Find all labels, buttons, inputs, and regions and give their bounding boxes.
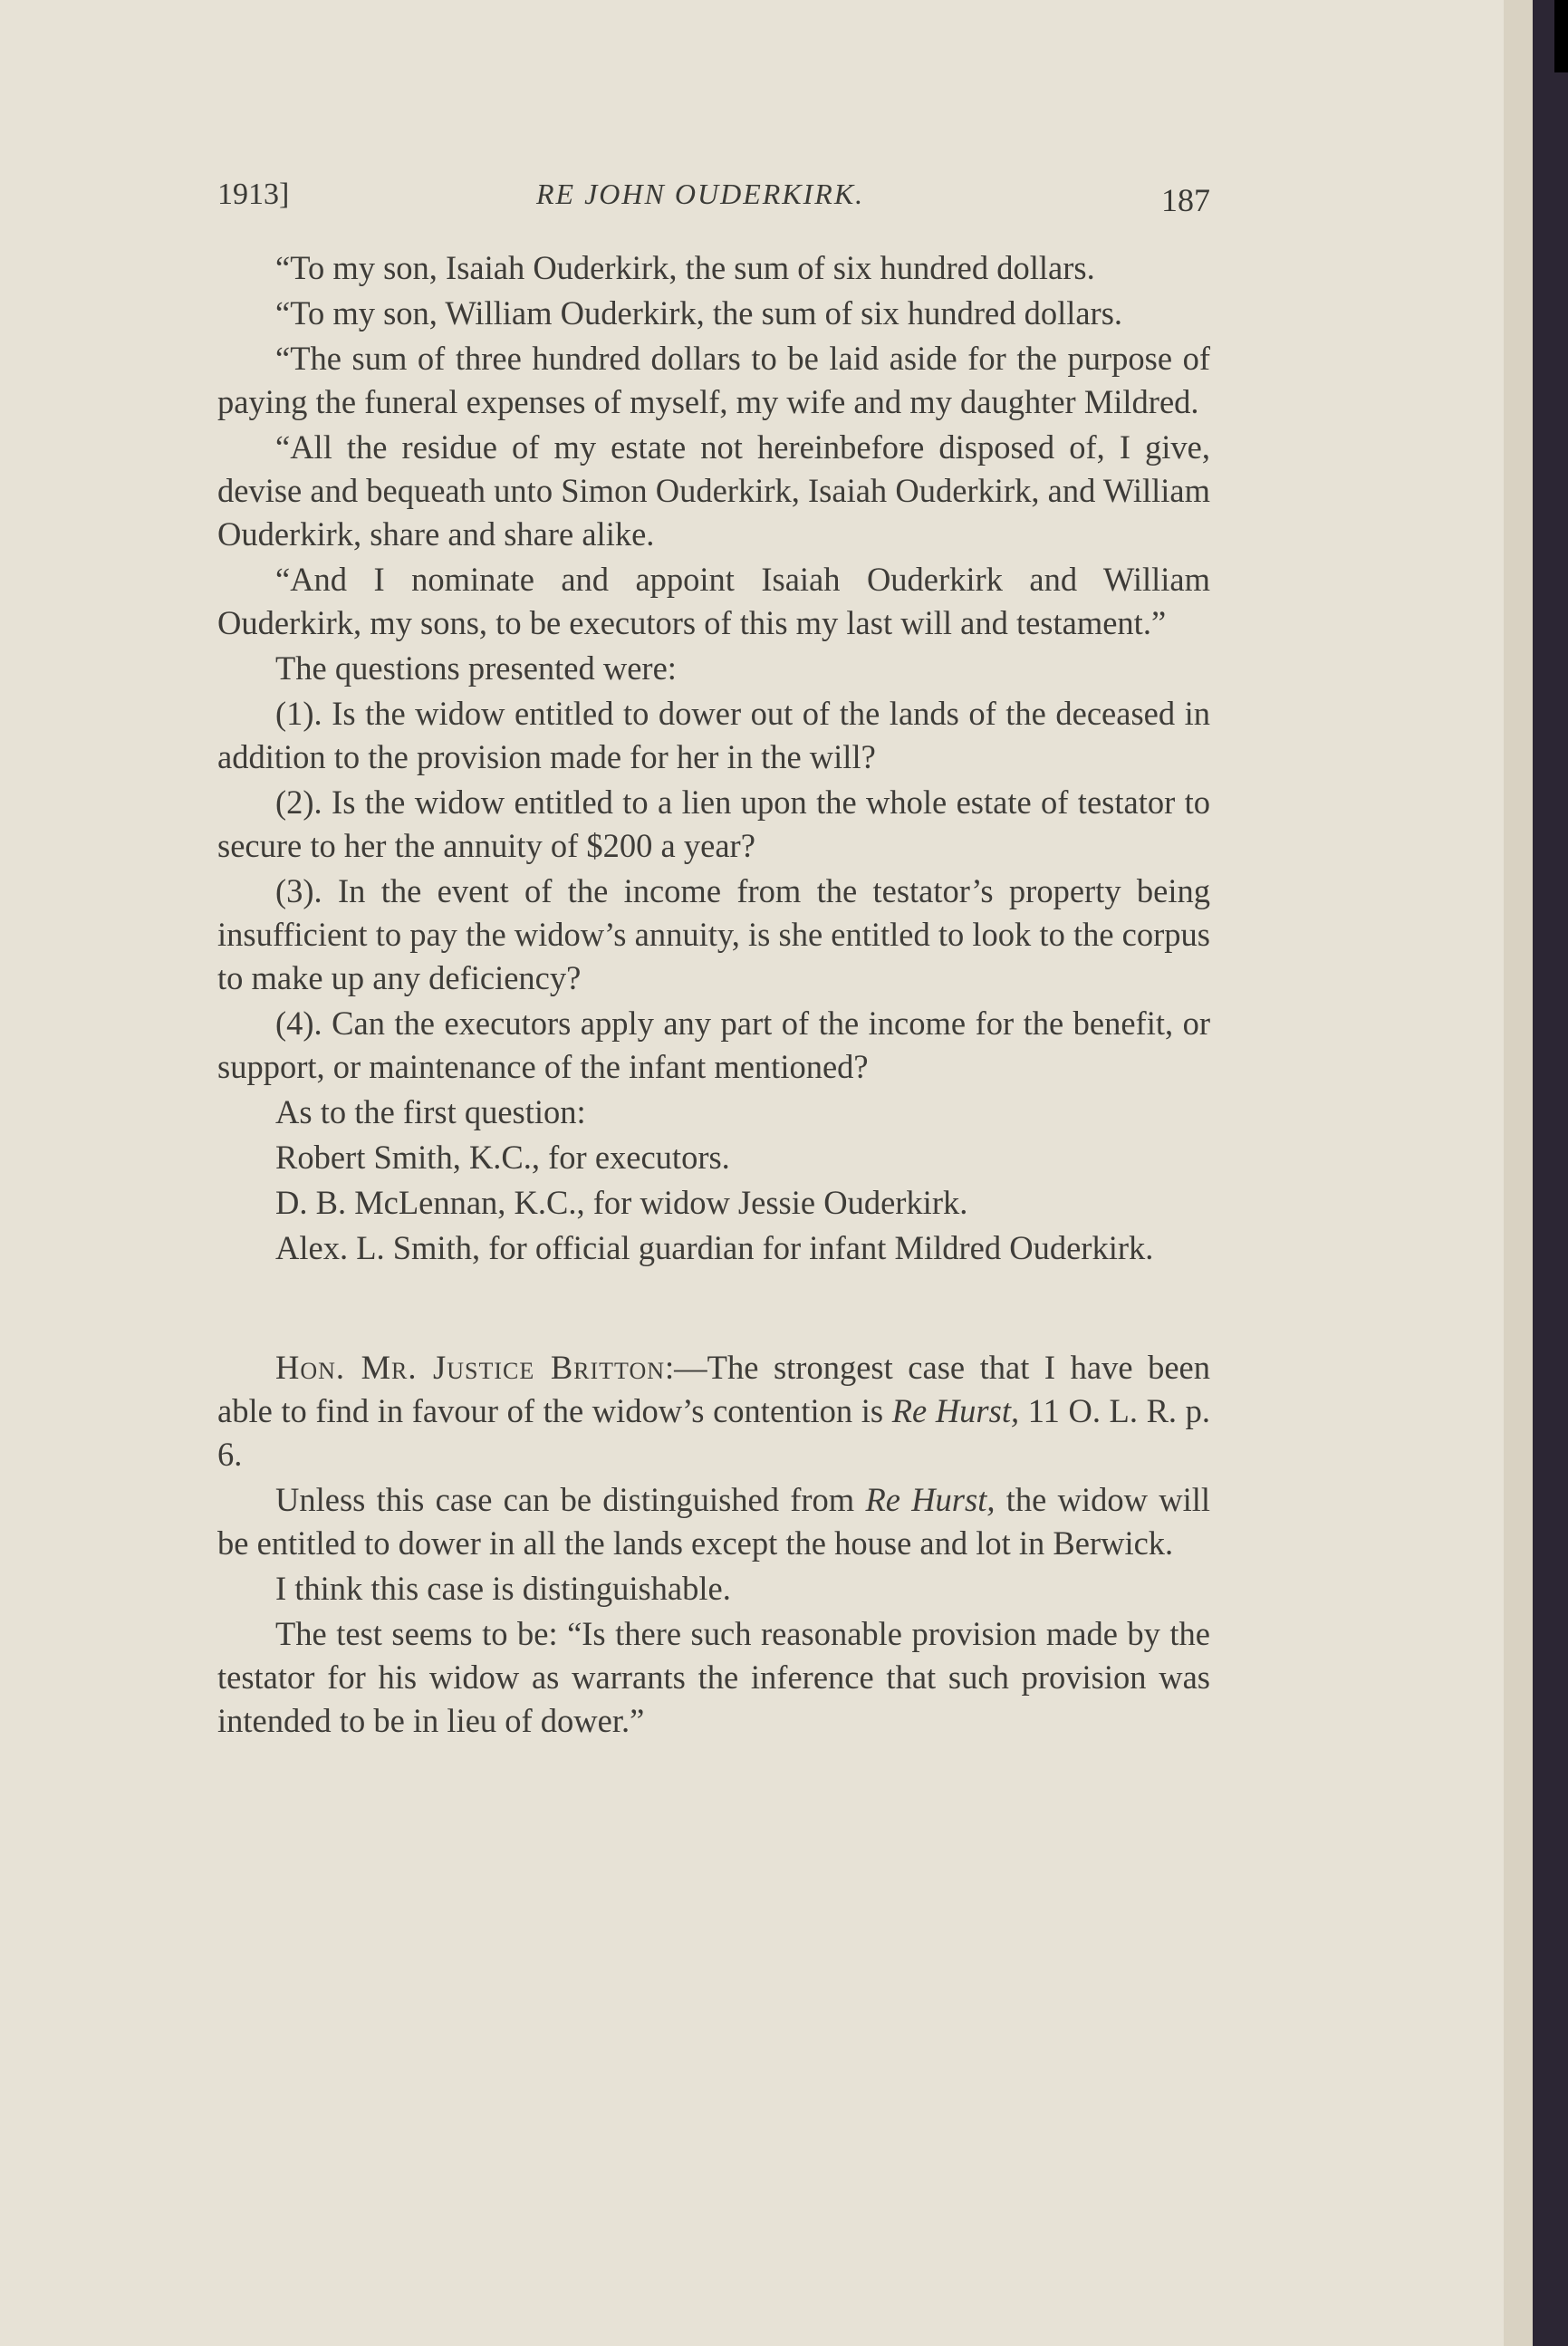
judgment-paragraph-4: The test seems to be: “Is there such reasonable provision made by the testator for his widow as warrants the inference that such provision was intended to be in lieu of dower.” — [217, 1615, 1210, 1739]
running-head — [217, 170, 1210, 225]
first-question-heading: As to the first question: — [275, 1093, 586, 1130]
counsel-guardian: Alex. L. Smith, for official guardian for infant Mildred Ouderkirk. — [275, 1229, 1154, 1266]
judgment-text-1: :—The strongest case that I have been able to find in favour of the widow’s contention is — [217, 1349, 1210, 1429]
judgment-text-2b: the widow will be entitled to dower in all the lands except the house and lot in Berwick. — [217, 1481, 1210, 1562]
judgment-paragraph-2 — [217, 1478, 1210, 1565]
header-title: RE JOHN OUDERKIRK. — [536, 178, 865, 210]
question-3: (3). In the event of the income from the testator’s property being insufficient to pay the widow’s annuity, is she entitled to look to the corpus to make up any deficiency? — [217, 872, 1210, 996]
judgment-paragraph-1 — [217, 1346, 1210, 1476]
questions-intro: The questions presented were: — [275, 649, 677, 687]
judge-name: Hon. Mr. Justice Britton — [275, 1349, 666, 1386]
question-1: (1). Is the widow entitled to dower out of the lands of the deceased in addition to the provision made for her in the will? — [217, 695, 1210, 775]
judgment-paragraph-3: I think this case is distinguishable. — [275, 1570, 731, 1607]
cover-corner — [1554, 0, 1568, 72]
report-citation: 11 O. L. R. p. 6. — [217, 1392, 1211, 1473]
counsel-executors: Robert Smith, K.C., for executors. — [275, 1139, 730, 1176]
question-2: (2). Is the widow entitled to a lien upon the whole estate of testator to secure to her the annuity of $200 a year? — [217, 784, 1210, 864]
judgment-text-2a: Unless this case can be distinguished from — [275, 1481, 866, 1518]
section-gap — [217, 1272, 1210, 1346]
case-citation-2: Re Hurst, — [865, 1481, 996, 1518]
question-4: (4). Can the executors apply any part of the income for the benefit, or support, or maintenance of the infant mentioned? — [217, 1005, 1210, 1085]
will-clause-isaiah: “To my son, Isaiah Ouderkirk, the sum of six hundred dollars. — [275, 249, 1095, 286]
counsel-widow: D. B. McLennan, K.C., for widow Jessie Ouderkirk. — [275, 1184, 968, 1221]
book-cover-edge — [1533, 0, 1568, 2346]
page-body — [217, 246, 1210, 1745]
header-year: 1913] — [217, 178, 290, 211]
page-number: 187 — [1161, 182, 1210, 218]
will-clause-funeral: “The sum of three hundred dollars to be laid aside for the purpose of paying the funeral expenses of myself, my wife and my daughter Mildred. — [217, 340, 1210, 420]
case-citation: Re Hurst, — [891, 1392, 1020, 1429]
will-clause-william: “To my son, William Ouderkirk, the sum of six hundred dollars. — [275, 294, 1123, 332]
page-edge — [1504, 0, 1533, 2346]
will-clause-residue: “All the residue of my estate not hereinbefore disposed of, I give, devise and bequeath unto Simon Ouderkirk, Isaiah Ouderkirk, and William Ouderkirk, share and share alike. — [217, 428, 1210, 553]
will-clause-executors: “And I nominate and appoint Isaiah Ouderkirk and William Ouderkirk, my sons, to be executors of this my last will and testament.” — [217, 561, 1210, 641]
